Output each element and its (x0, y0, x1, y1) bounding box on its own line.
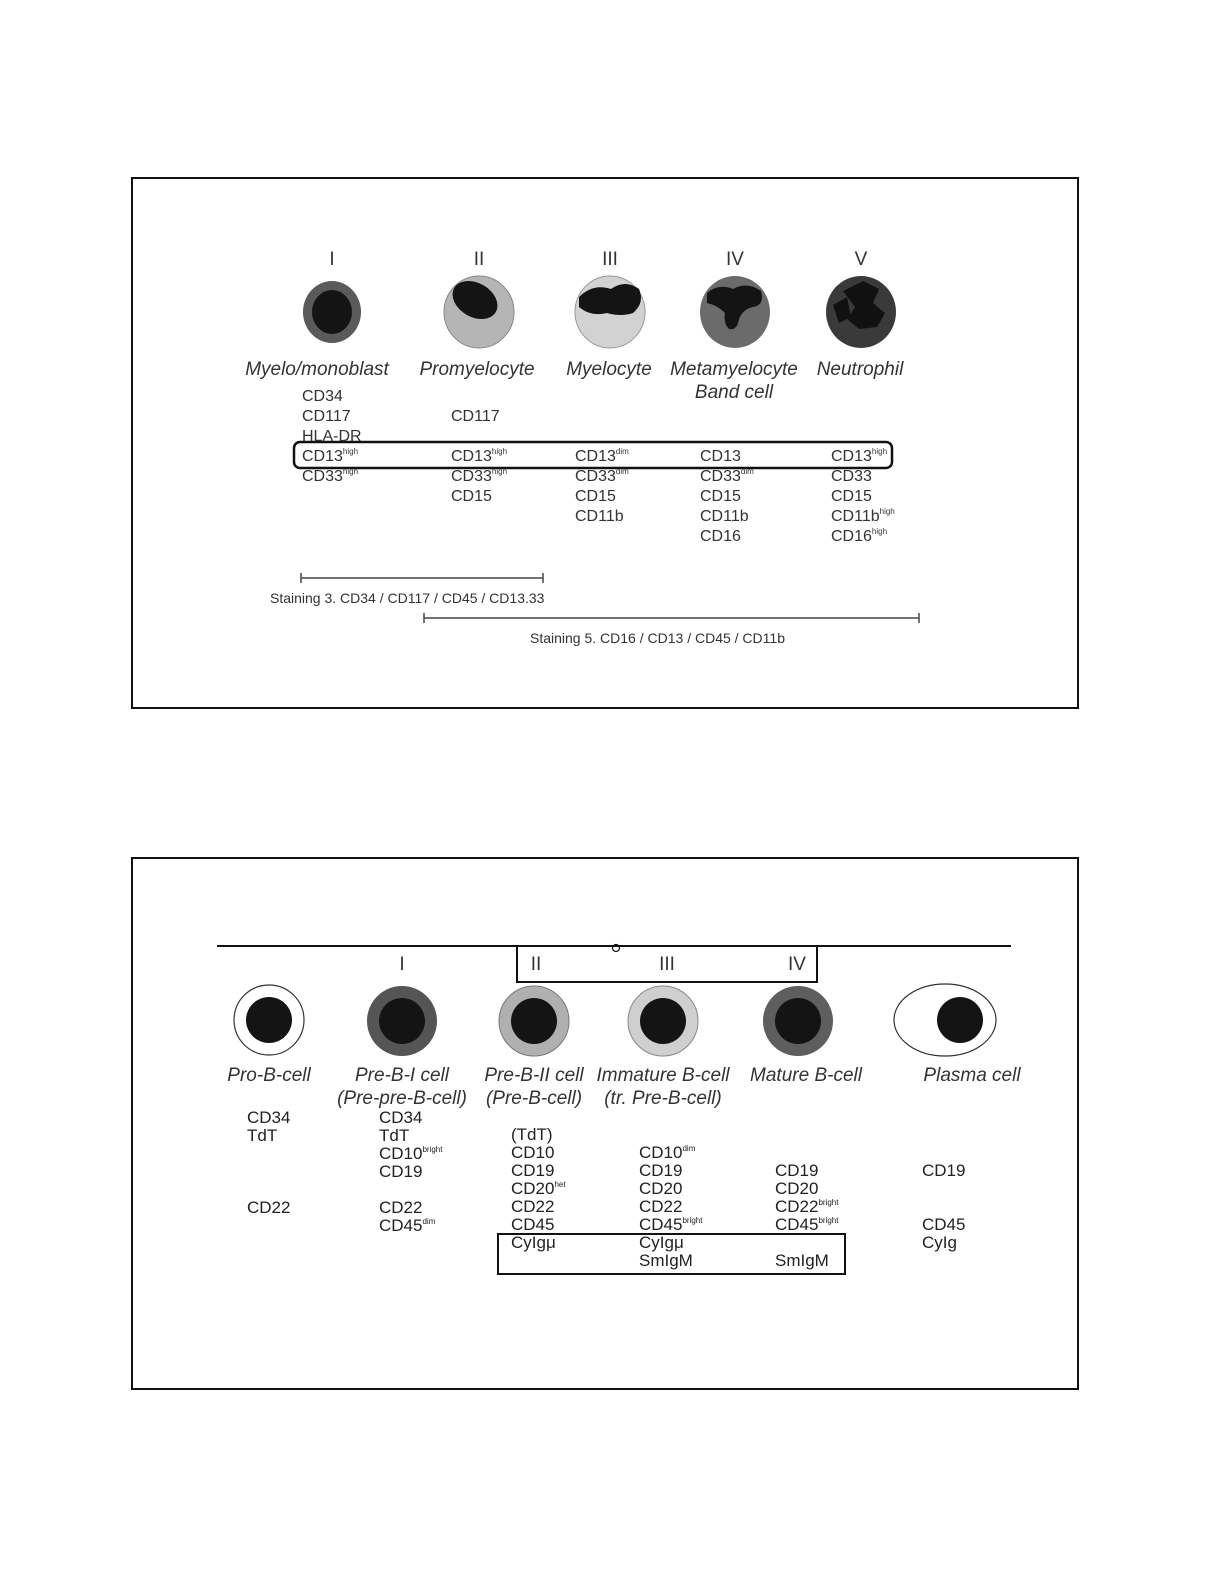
bcell-name-pre-b-ii: Pre-B-II cell (Pre-B-cell) (484, 1065, 584, 1109)
bcell-name-plasma: Plasma cell (923, 1065, 1021, 1086)
marker-line (775, 1252, 838, 1270)
marker-name: CD10 (639, 1143, 683, 1162)
marker-name: CD16 (700, 528, 741, 545)
stage-roman-ii: II (473, 249, 485, 270)
marker-line (379, 1109, 442, 1127)
marker-name: CD117 (302, 408, 351, 425)
bmarkers-pre-b-ii (511, 1126, 566, 1252)
cell-name-neutrophil: Neutrophil (816, 359, 904, 380)
bmarkers-pro-b (247, 1109, 290, 1217)
cell-name-promyelocyte: Promyelocyte (419, 359, 535, 380)
marker-line (775, 1162, 838, 1180)
marker-name: CD13 (700, 448, 741, 465)
marker-name (451, 428, 455, 445)
marker-line (575, 507, 629, 527)
marker-name (922, 1179, 927, 1198)
marker-name: CD19 (639, 1161, 683, 1180)
marker-line (302, 427, 362, 447)
cell-name-myelocyte: Myelocyte (566, 359, 652, 380)
marker-line (639, 1180, 702, 1198)
bmarkers-immature-b (639, 1144, 702, 1270)
markers-stage-i (302, 387, 362, 487)
marker-line (639, 1162, 702, 1180)
marker-level: high (879, 507, 895, 516)
marker-name: CD34 (302, 388, 343, 405)
marker-name (247, 1162, 252, 1181)
marker-line (922, 1162, 965, 1180)
marker-name: CD117 (451, 408, 500, 425)
immature-b-cell-icon (628, 986, 698, 1056)
marker-name: CD45 (379, 1216, 423, 1235)
marker-line (831, 527, 895, 547)
marker-name: CD45 (775, 1215, 819, 1234)
marker-name: SmIgM (639, 1251, 693, 1270)
marker-name: CyIgμ (511, 1233, 556, 1252)
bcell-maturation-panel (131, 857, 1079, 1390)
marker-name: CD34 (247, 1108, 291, 1127)
marker-level: dim (615, 467, 629, 476)
markers-stage-iii (575, 447, 629, 527)
marker-name: TdT (247, 1126, 278, 1145)
marker-line (700, 447, 754, 467)
bstage-roman-iv: IV (788, 954, 806, 975)
bstage-roman-iii: III (659, 954, 675, 975)
cell-name-myelomonoblast: Myelo/monoblast (245, 359, 389, 380)
marker-name: CD13 (302, 448, 343, 465)
marker-line (775, 1180, 838, 1198)
marker-line (511, 1162, 566, 1180)
cell-name-metamyelocyte: Metamyelocyte Band cell (670, 359, 798, 403)
marker-line (511, 1144, 566, 1162)
marker-level: high (491, 447, 508, 456)
marker-name: CD11b (700, 508, 749, 525)
marker-line (379, 1181, 442, 1199)
marker-name: CD19 (922, 1161, 966, 1180)
marker-name: CD15 (831, 488, 872, 505)
marker-line (922, 1180, 965, 1198)
neutrophil-cell-icon (826, 276, 896, 348)
marker-line (639, 1234, 702, 1252)
marker-line (247, 1199, 290, 1217)
marker-name: CD22 (379, 1198, 423, 1217)
marker-name: (TdT) (511, 1125, 553, 1144)
marker-level: bright (682, 1216, 703, 1225)
promyelocyte-cell-icon (444, 273, 514, 348)
metamyelocyte-cell-icon (700, 276, 770, 348)
bcell-name-pre-b-i: Pre-B-I cell (Pre-pre-B-cell) (337, 1065, 467, 1109)
marker-line (379, 1217, 442, 1235)
marker-name: CD20 (775, 1179, 819, 1198)
myeloid-maturation-panel (131, 177, 1079, 709)
marker-level: high (871, 527, 888, 536)
marker-name: CD13 (831, 448, 872, 465)
markers-stage-iv (700, 447, 754, 547)
marker-line (775, 1234, 838, 1252)
marker-name: CD22 (775, 1197, 819, 1216)
marker-level: bright (818, 1198, 839, 1207)
bmarkers-pre-b-i (379, 1109, 442, 1235)
marker-line (379, 1127, 442, 1145)
marker-line (639, 1216, 702, 1234)
marker-name: HLA-DR (302, 428, 362, 445)
marker-line (511, 1216, 566, 1234)
staining3-range-bar (301, 573, 543, 583)
marker-name: CD22 (511, 1197, 555, 1216)
marker-line (922, 1198, 965, 1216)
marker-line (247, 1181, 290, 1199)
bstage-roman-ii: II (530, 954, 542, 975)
marker-line (575, 447, 629, 467)
marker-name: CD10 (511, 1143, 555, 1162)
mature-b-cell-icon (763, 986, 833, 1056)
marker-name: CD11b (831, 508, 880, 525)
plasma-cell-icon (894, 984, 996, 1056)
marker-name: CD33 (302, 468, 343, 485)
marker-level: high (871, 447, 888, 456)
marker-name: CD20 (511, 1179, 555, 1198)
bcell-name-immature-b: Immature B-cell (tr. Pre-B-cell) (596, 1065, 730, 1109)
marker-line (451, 467, 507, 487)
bcell-name-mature-b: Mature B-cell (750, 1065, 862, 1086)
staining5-label: Staining 5. CD16 / CD13 / CD45 / CD11b (530, 630, 785, 646)
marker-name: CD15 (700, 488, 741, 505)
marker-line (831, 487, 895, 507)
marker-line (700, 507, 754, 527)
marker-name: CD11b (575, 508, 624, 525)
marker-name: CD19 (379, 1162, 423, 1181)
pre-b-ii-cell-icon (499, 986, 569, 1056)
marker-name (922, 1197, 927, 1216)
marker-line (831, 447, 895, 467)
marker-line (575, 487, 629, 507)
marker-name: CyIgμ (639, 1233, 684, 1252)
marker-line (247, 1109, 290, 1127)
marker-name: CD15 (451, 488, 492, 505)
marker-line (451, 427, 507, 447)
marker-line (451, 487, 507, 507)
marker-level: dim (740, 467, 754, 476)
marker-name: CD33 (451, 468, 492, 485)
marker-name: CD33 (831, 468, 872, 485)
myeloblast-cell-icon (303, 281, 361, 343)
staining5-range-bar (424, 613, 919, 623)
marker-line (451, 407, 507, 427)
marker-line (247, 1163, 290, 1181)
marker-name: CD45 (922, 1215, 966, 1234)
marker-level: dim (682, 1144, 696, 1153)
marker-level: het (554, 1180, 566, 1189)
pro-b-cell-icon (234, 985, 304, 1055)
marker-name: CD20 (639, 1179, 683, 1198)
marker-line (639, 1144, 702, 1162)
marker-line (379, 1163, 442, 1181)
stage-roman-i: I (329, 249, 335, 270)
marker-line (922, 1216, 965, 1234)
marker-level: high (491, 467, 508, 476)
marker-name: SmIgM (775, 1251, 829, 1270)
stage-roman-iii: III (602, 249, 618, 270)
marker-name: CD34 (379, 1108, 423, 1127)
stage-roman-iv: IV (726, 249, 744, 270)
marker-name (247, 1180, 252, 1199)
marker-name: CD33 (700, 468, 741, 485)
marker-line (302, 387, 362, 407)
marker-line (639, 1198, 702, 1216)
marker-line (922, 1234, 965, 1252)
marker-line (831, 507, 895, 527)
marker-line (379, 1145, 442, 1163)
marker-name: CD22 (639, 1197, 683, 1216)
marker-name (775, 1233, 780, 1252)
marker-line (639, 1252, 702, 1270)
marker-name: CD22 (247, 1198, 291, 1217)
marker-line (511, 1180, 566, 1198)
marker-line (831, 467, 895, 487)
marker-line (511, 1198, 566, 1216)
marker-name: CD19 (511, 1161, 555, 1180)
bmarkers-plasma (922, 1162, 965, 1252)
marker-line (247, 1127, 290, 1145)
marker-line (511, 1234, 566, 1252)
myelocyte-cell-icon (575, 276, 645, 348)
marker-line (302, 447, 362, 467)
marker-level: bright (422, 1145, 443, 1154)
marker-line (247, 1145, 290, 1163)
marker-name: CD15 (575, 488, 616, 505)
marker-name: CD16 (831, 528, 872, 545)
marker-level: dim (422, 1217, 436, 1226)
bstage-roman-i: I (399, 954, 405, 975)
marker-line (775, 1198, 838, 1216)
marker-level: bright (818, 1216, 839, 1225)
marker-name (247, 1144, 252, 1163)
marker-name (379, 1180, 384, 1199)
marker-line (700, 527, 754, 547)
marker-line (379, 1199, 442, 1217)
stage-roman-v: V (854, 249, 868, 270)
marker-name: CD13 (575, 448, 616, 465)
staining3-label: Staining 3. CD34 / CD117 / CD45 / CD13.33 (270, 590, 545, 606)
marker-line (451, 447, 507, 467)
bcell-name-pro-b: Pro-B-cell (227, 1065, 311, 1086)
marker-name: CD13 (451, 448, 492, 465)
marker-name: CD45 (511, 1215, 555, 1234)
marker-name: CD45 (639, 1215, 683, 1234)
marker-level: high (342, 467, 359, 476)
marker-line (575, 467, 629, 487)
marker-line (511, 1126, 566, 1144)
marker-name: CyIg (922, 1233, 957, 1252)
markers-stage-ii (451, 407, 507, 507)
pre-b-i-cell-icon (367, 986, 437, 1056)
marker-line (302, 467, 362, 487)
marker-level: dim (615, 447, 629, 456)
markers-stage-v (831, 447, 895, 547)
marker-line (302, 407, 362, 427)
marker-line (775, 1216, 838, 1234)
bmarkers-mature-b (775, 1162, 838, 1270)
marker-line (700, 467, 754, 487)
marker-name: CD19 (775, 1161, 819, 1180)
marker-line (700, 487, 754, 507)
marker-level: high (342, 447, 359, 456)
marker-name: TdT (379, 1126, 410, 1145)
marker-name: CD33 (575, 468, 616, 485)
marker-name: CD10 (379, 1144, 423, 1163)
